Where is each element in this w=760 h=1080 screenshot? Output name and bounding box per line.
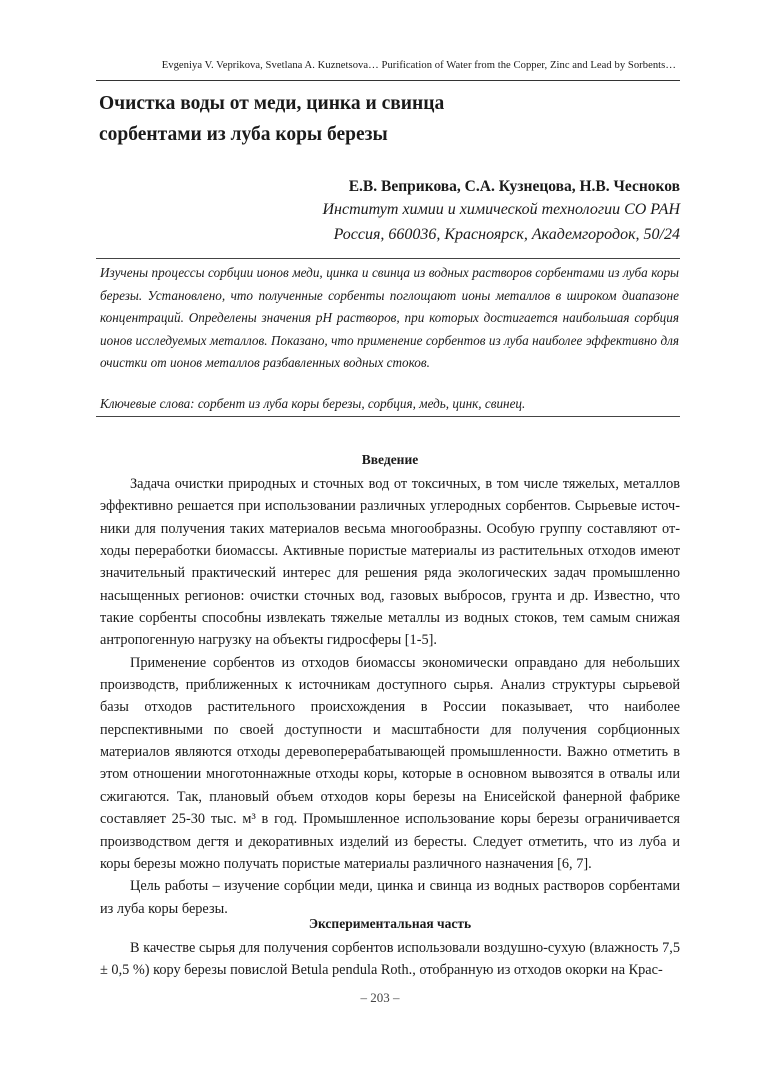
abstract-top-divider	[96, 258, 680, 259]
section-heading-experimental: Экспериментальная часть	[308, 916, 472, 931]
article-title	[99, 88, 659, 150]
experimental-body	[100, 937, 680, 982]
title-line-2: сорбентами из луба коры березы	[99, 124, 388, 145]
keywords: Ключевые слова: сорбент из луба коры березы, сорбция, медь, цинк, свинец.	[100, 395, 526, 411]
abstract-section	[100, 262, 679, 415]
title-line-1: Очистка воды от меди, цинка и свинца	[99, 93, 445, 114]
page-number: – 203 –	[360, 990, 400, 1005]
intro-paragraph-1: Задача очистки природных и сточных вод от токсичных, в том числе тяжелых, металлов эффективно решается при использовании различных углеродных сорбентов. Сырьевые источники для получения таких материалов весьма многообразны. Особую группу составляют отходы переработки биомассы. Активные пористые материалы из растительных отходов имеют значительный практический интерес для решения ряда экологических задач промышленно насыщенных регионов: очистки сточных вод, газовых выбросов, грунта и др. Известно, что такие сорбенты способны извлекать тяжелые металлы из водных стоков, тем самым снижая антропогенную нагрузку на объекты гидросферы [1-5].	[100, 476, 680, 649]
introduction-body	[100, 473, 680, 920]
experimental-paragraph-1: В качестве сырья для получения сорбентов использовали воздушно-сухую (влажность 7,5 ± 0,5 %) кору березы повислой Betula pendula Roth., отобранную из отходов окорки на Крас-	[100, 940, 680, 979]
intro-paragraph-2: Применение сорбентов из отходов биомассы экономически оправдано для небольших производств, приближенных к источникам доступного сырья. Анализ структуры сырьевой базы отходов растительного происхождения в России показывает, что наиболее перспективными по своей доступности и масштабности для получения сорбционных материалов являются отходы деревоперерабатывающей промышленности. Важно отметить в этом отношении многотоннажные отходы коры, которые в основном вывозятся в отвалы или сжигаются. Так, плановый объем отходов коры березы на Енисейской фанерной фабрике составляет 25-30 тыс. м³ в год. Промышленное использование коры березы ограничивается производством дегтя и декоративных изделий из бересты. Следует отметить, что из луба и коры березы можно получать пористые материалы различного назначения [6, 7].	[100, 654, 680, 872]
abstract-bottom-divider	[96, 416, 680, 417]
intro-paragraph-3: Цель работы – изучение сорбции меди, цинка и свинца из водных растворов сорбентами из луба коры березы.	[100, 878, 680, 917]
section-heading-introduction: Введение	[361, 452, 419, 467]
authors: Е.В. Веприкова, С.А. Кузнецова, Н.В. Чесноков	[348, 178, 680, 195]
author-block	[160, 177, 680, 247]
affiliation-line-1: Институт химии и химической технологии СО РАН	[322, 201, 680, 218]
running-header: Evgeniya V. Veprikova, Svetlana A. Kuznetsova… Purification of Water from the Copper, Zinc and Lead by Sorbents…	[161, 60, 676, 71]
header-divider	[96, 80, 680, 81]
abstract-text: Изучены процессы сорбции ионов меди, цинка и свинца из водных растворов сорбентами из луба коры березы. Установлено, что полученные сорбенты поглощают ионы металлов в широком диапазоне концентраций. Определены значения pH растворов, при которых достигается наибольшая сорбция ионов исследуемых металлов. Показано, что применение сорбентов из луба наиболее эффективно для очистки от ионов металлов разбавленных водных стоков.	[100, 265, 679, 371]
affiliation-line-2: Россия, 660036, Красноярск, Академгородок, 50/24	[333, 226, 680, 243]
